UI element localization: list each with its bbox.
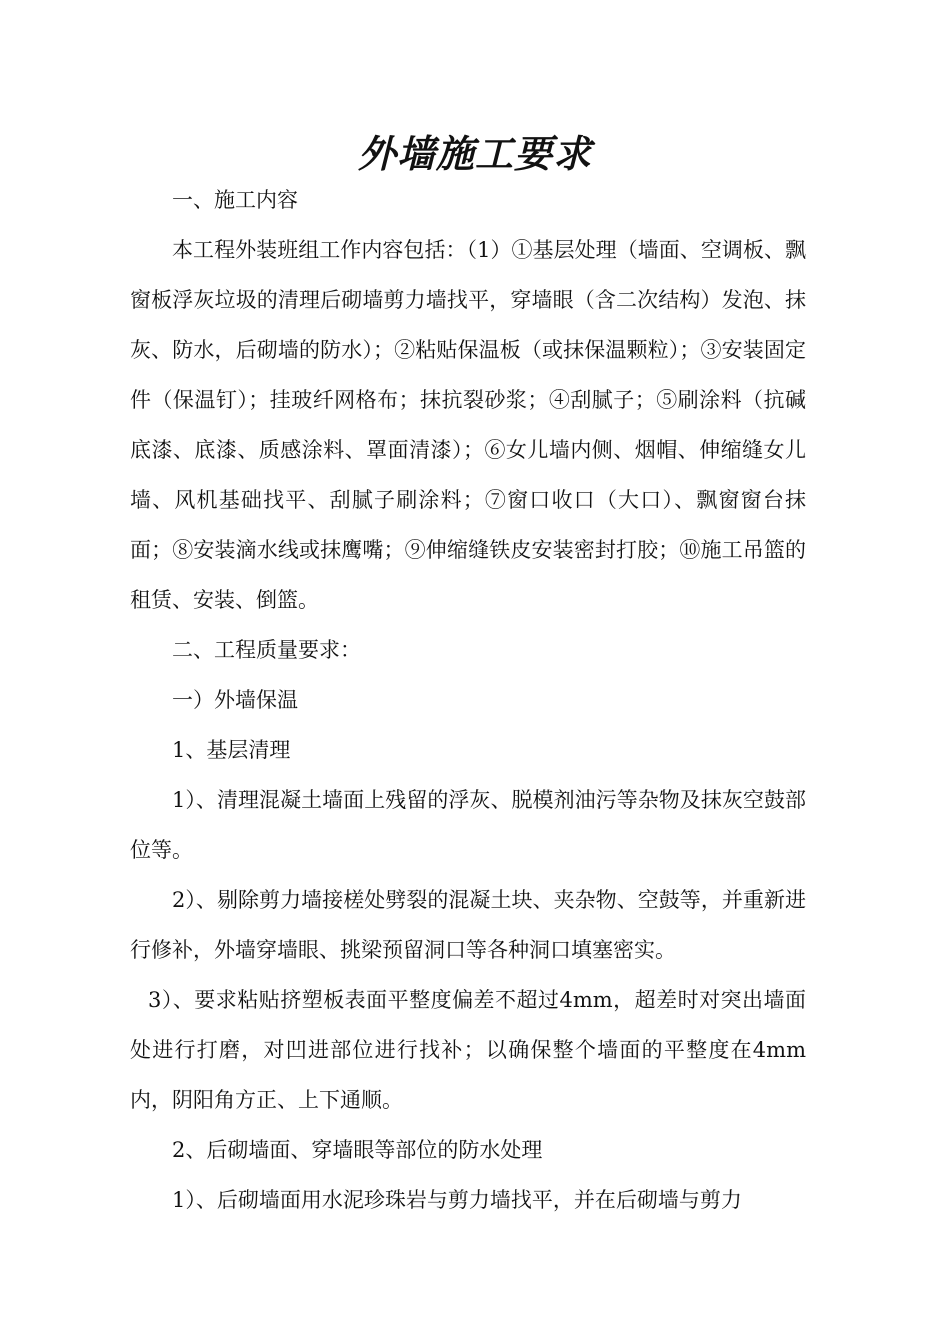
subsection-heading-exterior-insulation: 一）外墙保温 [172, 688, 298, 712]
paragraph-cleaning-step-2: 2）、剔除剪力墙接槎处劈裂的混凝土块、夹杂物、空鼓等，并重新进行修补，外墙穿墙眼、挑梁预留洞口等各种洞口填塞密实。 [130, 888, 806, 962]
document-title: 外墙施工要求 [357, 131, 592, 176]
paragraph-cleaning-step-1: 1）、清理混凝土墙面上残留的浮灰、脱模剂油污等杂物及抹灰空鼓部位等。 [130, 788, 806, 862]
section-heading-construction-content: 一、施工内容 [172, 188, 298, 212]
paragraph-work-scope: 本工程外装班组工作内容包括：（1）①基层处理（墙面、空调板、飘窗板浮灰垃圾的清理后砌墙剪力墙找平，穿墙眼（含二次结构）发泡、抹灰、防水，后砌墙的防水）；②粘贴保温板（或抹保温颗粒）；③安装固定件（保温钉）；挂玻纤网格布；抹抗裂砂浆；④刮腻子；⑤刷涂料（抗碱底漆、底漆、质感涂料、罩面清漆）；⑥女儿墙内侧、烟帽、伸缩缝女儿墙、风机基础找平、刮腻子刷涂料；⑦窗口收口（大口）、飘窗窗台抹面；⑧安装滴水线或抹鹰嘴；⑨伸缩缝铁皮安装密封打胶；⑩施工吊篮的租赁、安装、倒篮。 [130, 238, 806, 612]
document-body [130, 175, 806, 1225]
item-heading-waterproofing: 2、后砌墙面、穿墙眼等部位的防水处理 [172, 1138, 543, 1162]
section-heading-quality-requirements: 二、工程质量要求： [172, 638, 361, 662]
paragraph-waterproofing-step-1: 1）、后砌墙面用水泥珍珠岩与剪力墙找平，并在后砌墙与剪力 [172, 1188, 742, 1212]
paragraph-cleaning-step-3: 3）、要求粘贴挤塑板表面平整度偏差不超过4mm，超差时对突出墙面处进行打磨，对凹进部位进行找补；以确保整个墙面的平整度在4mm内，阴阳角方正、上下通顺。 [130, 988, 806, 1112]
item-heading-base-cleaning: 1、基层清理 [172, 738, 291, 762]
